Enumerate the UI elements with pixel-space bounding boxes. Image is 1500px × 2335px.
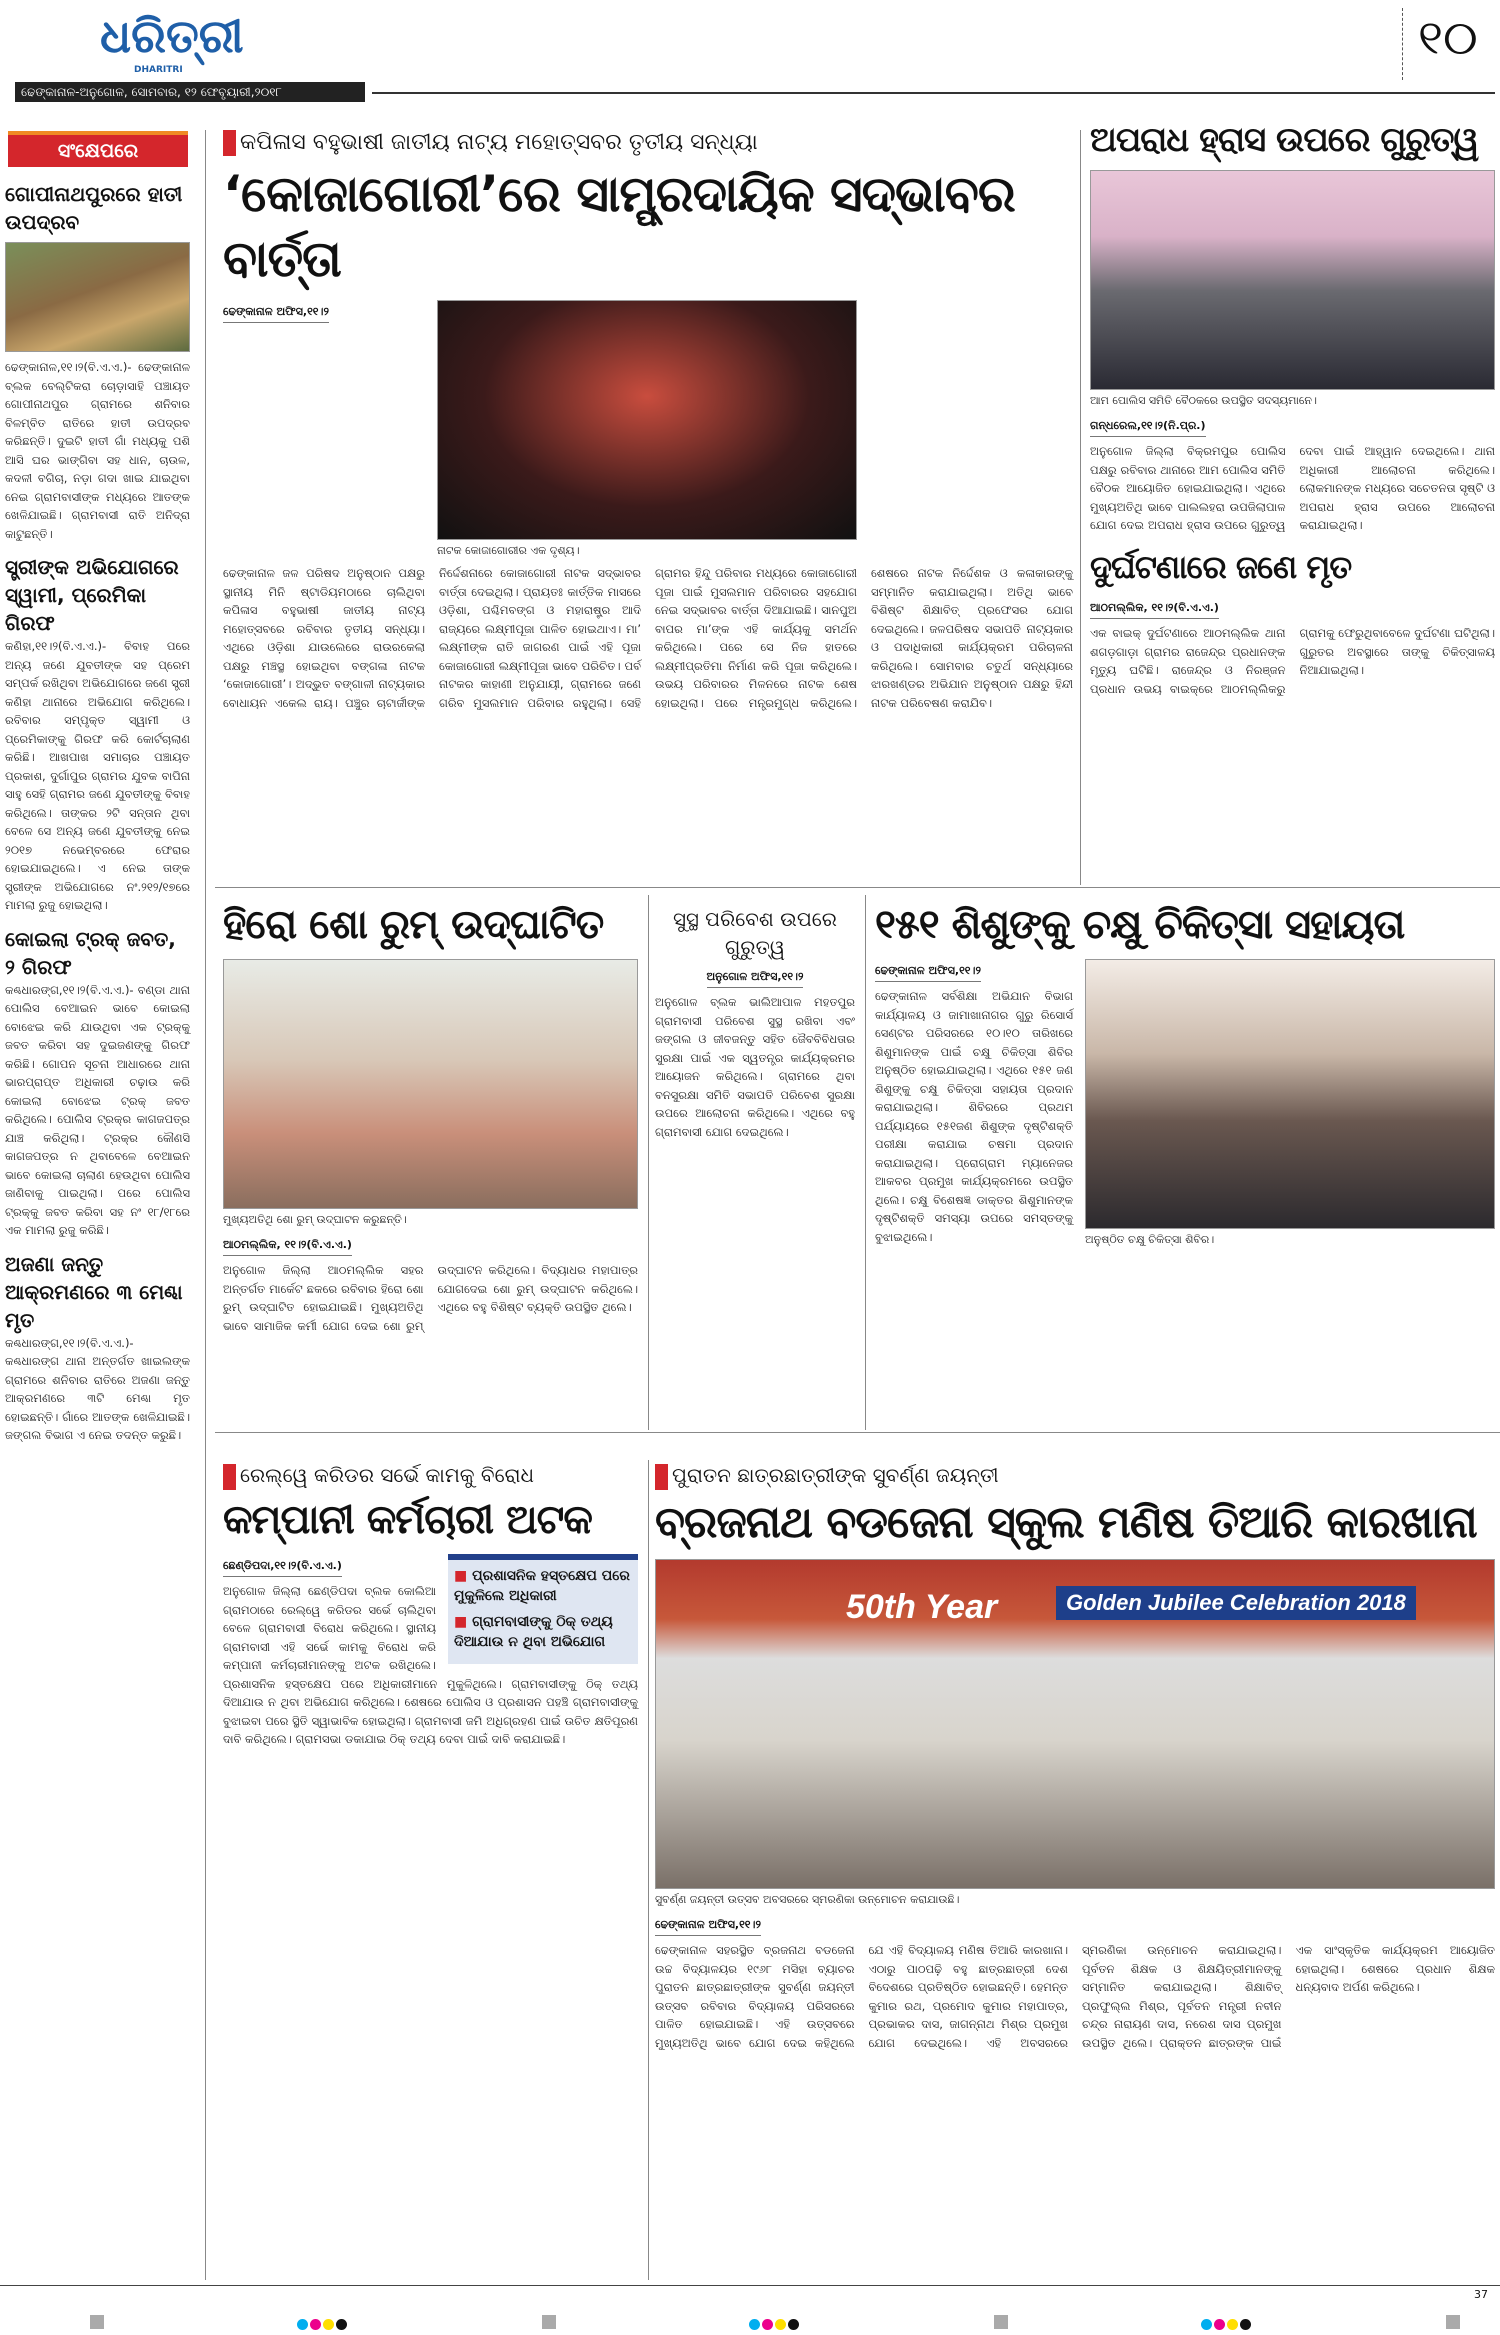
kojagori-story [223,128,1073,712]
brief-body: କଣ୍ଢଧାରଙ୍ଗ,୧୧।୨(ବି.ଏ.ଏ.)- ବଣ୍ଡା ଥାନା ପୋଲିସ ବେଆଇନ ଭାବେ କୋଇଲା ବୋଝେଇ କରି ଯାଉଥିବା ଏକ ଟ୍ରକ୍‌କୁ ଜବତ କରିବା ସହ ଦୁଇଜଣଙ୍କୁ ଗିରଫ କରିଛି। ଗୋପନ ସୂଚନା ଆଧାରରେ ଥାନା ଭାରପ୍ରାପ୍ତ ଅଧିକାରୀ ଚଢ଼ାଉ କରି କୋଇଲା ବୋଝେଇ ଟ୍ରକ୍ ଜବତ କରିଥିଲେ। ପୋଲିସ ଟ୍ରକ୍‌ର କାଗଜପତ୍ର ଯାଞ୍ଚ କରିଥିଲା। ଟ୍ରକ୍‌ର କୌଣସି କାଗଜପତ୍ର ନ ଥିବାବେଳେ ବେଆଇନ ଭାବେ କୋଇଲା ଚାଲାଣ ହେଉଥିବା ପୋଲିସ ଜାଣିବାକୁ ପାଇଥିଲା। ପରେ ପୋଲିସ ଟ୍ରକ୍‌କୁ ଜବତ କରିବା ସହ ନଂ ୧୮/୧୮ରେ ଏକ ମାମଲା ରୁଜୁ କରିଛି। [5,982,190,1237]
brief-headline: ଅଜଣା ଜନ୍ତୁ ଆକ୍ରମଣରେ ୩ ମେଣ୍ଢା ମୃତ [5,1251,183,1332]
gray-mark [1446,2315,1460,2329]
color-dots [297,2315,349,2334]
banner-year: 50th Year [846,1588,998,1627]
footer-rule [0,2285,1500,2286]
logo-english: DHARITRI [134,65,183,75]
brief-body: କଣ୍ଢଧାରଙ୍ଗ,୧୧।୨(ବି.ଏ.ଏ.)- କଣ୍ଢଧାରଙ୍ଗ ଥାନା ଅନ୍ତର୍ଗତ ଖାଇଲଙ୍କ ଗ୍ରାମରେ ଶନିବାର ରାତିରେ ଅଜଣା ଜନ୍ତୁ ଆକ୍ରମଣରେ ୩ଟି ମେଣ୍ଢା ମୃତ ହୋଇଛନ୍ତି। ଗାଁରେ ଆତଙ୍କ ଖେଳିଯାଇଛି। ଜଙ୍ଗଲ ବିଭାଗ ଏ ନେଇ ତଦନ୍ତ କରୁଛି। [5,1335,190,1442]
crime-story [1090,118,1495,698]
clean-story [655,905,855,1141]
brief-headline: ସ୍ତ୍ରୀଙ୍କ ଅଭିଯୋଗରେ ସ୍ୱାମୀ, ପ୍ରେମିକା ଗିରଫ [5,555,179,635]
accident-body: ଏକ ବାଇକ୍ ଦୁର୍ଘଟଣାରେ ଆଠମଲ୍ଲିକ ଥାନା ଶଗଡ଼ଗାଡ଼ା ଗ୍ରାମର ରାଜେନ୍ଦ୍ର ପ୍ରଧାନଙ୍କ ମୃତ୍ୟୁ ଘଟିଛି। ରାଜେନ୍ଦ୍ର ଓ ନିରଞ୍ଜନ ପ୍ରଧାନ ଉଭୟ ବାଇକ୍‌ରେ ଆଠମଲ୍ଲିକରୁ ଗ୍ରାମକୁ ଫେରୁଥିବାବେଳେ ଦୁର୍ଘଟଣା ଘଟିଥିଲା। ଗୁରୁତର ଅବସ୍ଥାରେ ତାଙ୍କୁ ଚିକିତ୍ସାଳୟ ନିଆଯାଇଥିଲା। [1090,626,1495,696]
masthead-rule [372,92,1495,94]
kojagori-lead [223,300,423,328]
company-kicker: ରେଲ୍‌ୱେ କରିଡର ସର୍ଭେ କାମକୁ ବିରୋଧ [223,1460,638,1490]
column-divider [865,895,866,1430]
company-body: ଅନୁଗୋଳ ଜିଲ୍ଲା ଛେଣ୍ଡିପଦା ବ୍ଲକ କୋଲିଆ ଗ୍ରାମଠାରେ ରେଲ୍‌ୱେ କରିଡର ସର୍ଭେ ଚାଲିଥିବା ବେଳେ ଗ୍ରାମବାସୀ ବିରୋଧ କରିଥିଲେ। ସ୍ଥାନୀୟ ଗ୍ରାମବାସୀ ଏହି ସର୍ଭେ କାମକୁ ବିରୋଧ କରି କମ୍ପାନୀ କର୍ମଚାରୀମାନଙ୍କୁ ଅଟକ ରଖିଥିଲେ। ପ୍ରଶାସନିକ ହସ୍ତକ୍ଷେପ ପରେ ଅଧିକାରୀମାନେ ମୁକୁଳିଥିଲେ। ଗ୍ରାମବାସୀଙ୍କୁ ଠିକ୍ ତଥ୍ୟ ଦିଆଯାଉ ନ ଥିବା ଅଭିଯୋଗ କରିଥିଲେ। ଶେଷରେ ପୋଲିସ ଓ ପ୍ରଶାସନ ପହଞ୍ଚି ଗ୍ରାମବାସୀଙ୍କୁ ବୁଝାଇବା ପରେ ସ୍ଥିତି ସ୍ୱାଭାବିକ ହୋଇଥିଲା। ଗ୍ରାମବାସୀ ଜମି ଅଧିଗ୍ରହଣ ପାଇଁ ଉଚିତ କ୍ଷତିପୂରଣ ଦାବି କରିଥିଲେ। ଗ୍ରାମସଭା ଡକାଯାଇ ଠିକ୍ ତଥ୍ୟ ଦେବା ପାଇଁ ଦାବି କରାଯାଇଛି। [223,1584,638,1746]
jubilee-caption: ସୁବର୍ଣ୍ଣ ଜୟନ୍ତୀ ଉତ୍ସବ ଅବସରରେ ସ୍ମରଣିକା ଉନ୍ମୋଚନ କରାଯାଉଛି। [655,1893,960,1907]
column-divider [648,1460,649,2280]
page-number: ୧୦ [1418,10,1478,66]
company-story [223,1460,638,1749]
print-registration-marks [90,2315,1460,2334]
jubilee-photo [655,1559,1495,1889]
eye-headline: ୧୫୧ ଶିଶୁଙ୍କୁ ଚକ୍ଷୁ ଚିକିତ୍ସା ସହାୟତା [875,902,1405,948]
folio: 37 [1474,2288,1488,2301]
kojagori-photo [437,300,857,540]
brief-headline: ଗୋପୀନାଥପୁରରେ ହାତୀ ଉପଦ୍ରବ [5,182,183,234]
clean-headline: ସୁସ୍ଥ ପରିବେଶ ଉପରେ ଗୁରୁତ୍ୱ [673,907,837,959]
accident-headline: ଦୁର୍ଘଟଣାରେ ଜଣେ ମୃତ [1090,547,1352,586]
eye-camp-photo [1085,959,1495,1229]
brief-photo-elephant-hut [5,242,190,352]
row-divider [215,1432,1500,1433]
row-divider [215,887,1500,888]
accident-dateline: ଆଠମଲ୍ଲିକ, ୧୧।୨(ବି.ଏ.ଏ.) [1090,601,1219,619]
masthead-logo [100,8,270,76]
kojagori-body: ଢେଙ୍କାନାଳ ଜଳ ପରିଷଦ ଅନୁଷ୍ଠାନ ପକ୍ଷରୁ ସ୍ଥାନୀୟ ମିନି ଷ୍ଟାଡିୟମଠାରେ ଚାଲିଥିବା କପିଳାସ ବହୁଭାଷୀ ଜାତୀୟ ନାଟ୍ୟ ମହୋତ୍ସବରେ ରବିବାର ତୃତୀୟ ସନ୍ଧ୍ୟା। ଏଥିରେ ଓଡ଼ିଶା ଯାଉଲେରେ ରାଉରକେଲା ପକ୍ଷରୁ ମଞ୍ଚସ୍ଥ ହୋଇଥିବା ବଙ୍ଗଳା ନାଟକ ‘କୋଜାଗୋରୀ’। ଅଦ୍ଭୁତ ବଙ୍ଗାଳୀ ନାଟ୍ୟକାର ବୋଧାୟନ ଏକେଲ ରାୟ। ପଞ୍ଚୁର ଚାଟାର୍ଜୀଙ୍କ ନିର୍ଦ୍ଦେଶନାରେ କୋଜାଗୋରୀ ନାଟକ ସଦ୍‌ଭାବର ବାର୍ତ୍ତା ଦେଇଥିଲା। ପ୍ରାୟତଃ କାର୍ତ୍ତିକ ମାସରେ ଓଡ଼ିଶା, ପଶ୍ଚିମବଙ୍ଗ ଓ ମହାରାଷ୍ଟ୍ର ଆଦି ରାଜ୍ୟରେ ଲକ୍ଷ୍ମୀପୂଜା ପାଳିତ ହୋଇଥାଏ। ମା’ ଲକ୍ଷ୍ମୀଙ୍କ ରାତି ଜାଗରଣ ପାଇଁ ଏହି ପୂଜା କୋଜାଗୋରୀ ଲକ୍ଷ୍ମୀପୂଜା ଭାବେ ପରିଚିତ। ପର୍ବ ନାଟକର କାହାଣୀ ଅନୁଯାୟୀ, ଗ୍ରାମରେ ଜଣେ ଗରିବ ମୁସଲମାନ ପରିବାର ରହୁଥିଲା। ସେହି ଗ୍ରାମର ହିନ୍ଦୁ ପରିବାର ମଧ୍ୟରେ କୋଜାଗୋରୀ ପୂଜା ପାଇଁ ମୁସଲମାନ ପରିବାରର ସହଯୋଗ ନେଇ ସଦ୍‌ଭାବର ବାର୍ତ୍ତା ଦିଆଯାଇଛି। ସାନପୁଅ ବାପର ମା’ଙ୍କ ଏହି କାର୍ଯ୍ୟକୁ ସମର୍ଥନ କରିଥିଲେ। ପରେ ସେ ନିଜ ହାତରେ ଲକ୍ଷ୍ମୀପ୍ରତିମା ନିର୍ମାଣ କରି ପୂଜା କରିଥିଲେ। ଉଭୟ ପରିବାରର ମିଳନରେ ନାଟକ ଶେଷ ହୋଇଥିଲା। ପରେ ମନ୍ତ୍ରମୁଗ୍ଧ କରିଥିଲେ। ଶେଷରେ ନାଟକ ନିର୍ଦ୍ଦେଶକ ଓ କଳାକାରଙ୍କୁ ସମ୍ମାନିତ କରାଯାଇଥିଲା। ଅତିଥି ଭାବେ ବିଶିଷ୍ଟ ଶିକ୍ଷାବିତ୍ ପ୍ରଫେସର ଯୋଗ ଦେଇଥିଲେ। ଜଳପରିଷଦ ସଭାପତି ନାଟ୍ୟକାର ଓ ପଦାଧିକାରୀ କାର୍ଯ୍ୟକ୍ରମ ପରିଚାଳନା କରିଥିଲେ। ସୋମବାର ଚତୁର୍ଥ ସନ୍ଧ୍ୟାରେ ଝାରଖଣ୍ଡର ଅଭିଯାନ ଅନୁଷ୍ଠାନ ପକ୍ଷରୁ ହିନ୍ଦୀ ନାଟକ ପରିବେଷଣ କରାଯିବ। [223,566,1073,710]
eye-text-col [875,959,1073,1246]
jubilee-dateline: ଢେଙ୍କାନାଳ ଅଫିସ,୧୧।୨ [655,1918,761,1936]
jubilee-body: ଢେଙ୍କାନାଳ ସହରସ୍ଥିତ ବ୍ରଜନାଥ ବଡଜେନା ଉଚ୍ଚ ବିଦ୍ୟାଳୟର ୧୯୬୮ ମସିହା ବ୍ୟାଚର ପୁରାତନ ଛାତ୍ରଛାତ୍ରୀଙ୍କ ସୁବର୍ଣ୍ଣ ଜୟନ୍ତୀ ଉତ୍ସବ ରବିବାର ବିଦ୍ୟାଳୟ ପରିସରରେ ପାଳିତ ହୋଇଯାଇଛି। ଏହି ଉତ୍ସବରେ ମୁଖ୍ୟଅତିଥି ଭାବେ ଯୋଗ ଦେଇ କହିଥିଲେ ଯେ ଏହି ବିଦ୍ୟାଳୟ ମଣିଷ ତିଆରି କାରଖାନା। ଏଠାରୁ ପାଠପଢ଼ି ବହୁ ଛାତ୍ରଛାତ୍ରୀ ଦେଶ ବିଦେଶରେ ପ୍ରତିଷ୍ଠିତ ହୋଇଛନ୍ତି। ହେମନ୍ତ କୁମାର ରଥ, ପ୍ରମୋଦ କୁମାର ମହାପାତ୍ର, ପ୍ରଭାକର ଦାସ, ଜାଗନ୍ନାଥ ମିଶ୍ର ପ୍ରମୁଖ ଯୋଗ ଦେଇଥିଲେ। ଏହି ଅବସରରେ ସ୍ମରଣିକା ଉନ୍ମୋଚନ କରାଯାଇଥିଲା। ପୂର୍ବତନ ଶିକ୍ଷକ ଓ ଶିକ୍ଷୟିତ୍ରୀମାନଙ୍କୁ ସମ୍ମାନିତ କରାଯାଇଥିଲା। ଶିକ୍ଷାବିତ୍ ପ୍ରଫୁଲ୍ଲ ମିଶ୍ର, ପୂର୍ବତନ ମନ୍ତ୍ରୀ ନବୀନ ଚନ୍ଦ୍ର ନାରାୟଣ ଦାସ, ନରେଶ ଦାସ ପ୍ରମୁଖ ଉପସ୍ଥିତ ଥିଲେ। ପ୍ରାକ୍ତନ ଛାତ୍ରଙ୍କ ପାଇଁ ଏକ ସାଂସ୍କୃତିକ କାର୍ଯ୍ୟକ୍ରମ ଆୟୋଜିତ ହୋଇଥିଲା। ଶେଷରେ ପ୍ରଧାନ ଶିକ୍ଷକ ଧନ୍ୟବାଦ ଅର୍ପଣ କରିଥିଲେ। [655,1943,1495,2050]
jubilee-story [655,1460,1495,2052]
color-dots [1201,2315,1253,2334]
hero-headline: ହିରୋ ଶୋ ରୁମ୍ ଉଦ୍‌ଘାଟିତ [223,902,604,948]
kojagori-caption: ନାଟକ କୋଜାଗୋରୀର ଏକ ଦୃଶ୍ୟ। [437,544,580,557]
kojagori-media-row [223,300,1073,564]
gray-mark [994,2315,1008,2329]
brief-headline: କୋଇଲା ଟ୍ରକ୍ ଜବତ, ୨ ଗିରଫ [5,926,176,979]
jubilee-headline: ବ୍ରଜନାଥ ବଡଜେନା ସ୍କୁଲ ମଣିଷ ତିଆରି କାରଖାନା [655,1497,1477,1548]
crime-meeting-photo [1090,170,1495,390]
eye-story [875,895,1495,1253]
briefs-column [5,180,190,1445]
page-number-divider [1402,8,1403,80]
hero-story [223,895,638,1335]
hero-photo [223,959,638,1209]
brief-body: ଢେଙ୍କାନାଳ,୧୧।୨(ବି.ଏ.ଏ.)- ଢେଙ୍କାନାଳ ବ୍ଲକ ବେଲ୍‌ଟିକରା ଚୋଡ଼ାସାହି ପଞ୍ଚାୟତ ଗୋପୀନାଥପୁର ଗ୍ରାମରେ ଶନିବାର ବିଳମ୍ବିତ ରାତିରେ ହାତୀ ଉପଦ୍ରବ କରିଛନ୍ତି। ଦୁଇଟି ହାତୀ ଗାଁ ମଧ୍ୟକୁ ପଶି ଆସି ଘର ଭାଙ୍ଗିବା ସହ ଧାନ, ଚାଉଳ, କଦଳୀ ବଗିଚା, ନଡ଼ା ଗଦା ଖାଇ ଯାଇଥିବା ନେଇ ଗ୍ରାମବାସୀଙ୍କ ମଧ୍ୟରେ ଆତଙ୍କ ଖେଳିଯାଇଛି। ଗ୍ରାମବାସୀ ରାତି ଅନିଦ୍ରା କାଟୁଛନ୍ତି। [5,360,190,541]
banner-title: Golden Jubilee Celebration 2018 [1056,1586,1416,1620]
column-divider [1080,130,1081,885]
highlight-item: ■ ପ୍ରଶାସନିକ ହସ୍ତକ୍ଷେପ ପରେ ମୁକୁଳିଲେ ଅଧିକାରୀ [454,1566,632,1606]
kojagori-headline: ‘କୋଜାଗୋରୀ’ରେ ସାମ୍ପ୍ରଦାୟିକ ସଦ୍‌ଭାବର ବାର୍ତ୍ତା [223,165,1015,288]
eye-row [875,959,1495,1253]
company-highlight-box [448,1554,638,1664]
hero-caption: ମୁଖ୍ୟଅତିଥି ଶୋ ରୁମ୍ ଉଦ୍‌ଘାଟନ କରୁଛନ୍ତି। [223,1213,407,1226]
hero-body: ଅନୁଗୋଳ ଜିଲ୍ଲା ଆଠମଲ୍ଲିକ ସହର ଅନ୍ତର୍ଗତ ମାର୍କେଟ ଛକରେ ରବିବାର ହିରୋ ଶୋ ରୁମ୍ ଉଦ୍‌ଘାଟିତ ହୋଇଯାଇଛି। ମୁଖ୍ୟଅତିଥି ଭାବେ ସାମାଜିକ କର୍ମୀ ଯୋଗ ଦେଇ ଶୋ ରୁମ୍ ଉଦ୍‌ଘାଟନ କରିଥିଲେ। ବିଦ୍ୟାଧର ମହାପାତ୍ର ଯୋଗଦେଇ ଶୋ ରୁମ୍ ଉଦ୍‌ଘାଟନ କରିଥିଲେ। ଏଥିରେ ବହୁ ବିଶିଷ୍ଟ ବ୍ୟକ୍ତି ଉପସ୍ଥିତ ଥିଲେ। [223,1263,638,1333]
brief-body: କଣିହା,୧୧।୨(ବି.ଏ.ଏ.)- ବିବାହ ପରେ ଅନ୍ୟ ଜଣେ ଯୁବତୀଙ୍କ ସହ ପ୍ରେମ ସମ୍ପର୍କ ରଖିଥିବା ଅଭିଯୋଗରେ ଜଣେ ସ୍ତ୍ରୀ କଣିହା ଥାନାରେ ଅଭିଯୋଗ କରିଥିଲେ। ରବିବାର ସମ୍ପୃକ୍ତ ସ୍ୱାମୀ ଓ ପ୍ରେମିକାଙ୍କୁ ଗିରଫ କରି କୋର୍ଟଚାଲାଣ କରିଛି। ଆଖପାଖ ସମାଚାର ପଞ୍ଚାୟତ ପ୍ରକାଶ, ଦୁର୍ଗାପୁର ଗ୍ରାମର ଯୁବକ ବାପିନା ସାହୁ ସେହି ଗ୍ରାମର ଜଣେ ଯୁବତୀଙ୍କୁ ବିବାହ କରିଥିଲେ। ତାଙ୍କର ୨ଟି ସନ୍ତାନ ଥିବା ବେଳେ ସେ ଅନ୍ୟ ଜଣେ ଯୁବତୀଙ୍କୁ ନେଇ ୨୦୧୭ ନଭେମ୍ବରରେ ଫେରାର ହୋଇଯାଇଥିଲେ। ଏ ନେଇ ତାଙ୍କ ସ୍ତ୍ରୀଙ୍କ ଅଭିଯୋଗରେ ନଂ.୨୧୨/୧୭ରେ ମାମଲା ରୁଜୁ ହୋଇଥିଲା। [5,639,190,912]
crime-body: ଅନୁଗୋଳ ଜିଲ୍ଲା ବିକ୍ରମପୁର ପୋଲିସ ପକ୍ଷରୁ ରବିବାର ଥାନାରେ ଆମ ପୋଲିସ ସମିତି ବୈଠକ ଆୟୋଜିତ ହୋଇଯାଇଥିଲା। ଏଥିରେ ମୁଖ୍ୟଅତିଥି ଭାବେ ପାଲଲହରା ଉପଜିଲାପାଳ ଯୋଗ ଦେଇ ଅପରାଧ ହ୍ରାସ ଉପରେ ଗୁରୁତ୍ୱ ଦେବା ପାଇଁ ଆହ୍ୱାନ ଦେଇଥିଲେ। ଥାନା ଅଧିକାରୀ ଆଲୋଚନା କରିଥିଲେ। ଲୋକମାନଙ୍କ ମଧ୍ୟରେ ସଚେତନତା ସୃଷ୍ଟି ଓ ଅପରାଧ ହ୍ରାସ ଉପରେ ଆଲୋଚନା କରାଯାଇଥିଲା। [1090,444,1495,533]
column-divider [205,130,206,2280]
logo-text: ଧରିତ୍ରୀ [100,9,244,63]
dateline-bar: ଢେଙ୍କାନାଳ-ଅନୁଗୋଳ, ସୋମବାର, ୧୨ ଫେବୃୟାରୀ,୨୦୧୮ [15,82,365,102]
crime-headline: ଅପରାଧ ହ୍ରାସ ଉପରେ ଗୁରୁତ୍ୱ [1090,120,1479,160]
company-headline: କମ୍ପାନୀ କର୍ମଚାରୀ ଅଟକ [223,1497,592,1543]
kojagori-photo-block [437,300,857,564]
crime-caption: ଆମ ପୋଲିସ ସମିତି ବୈଠକରେ ଉପସ୍ଥିତ ସଦସ୍ୟମାନେ। [1090,394,1317,408]
clean-dateline: ଅନୁଗୋଳ ଅଫିସ,୧୧।୨ [707,970,804,988]
column-divider [648,895,649,1430]
eye-dateline: ଢେଙ୍କାନାଳ ଅଫିସ,୧୧।୨ [875,964,981,982]
jubilee-kicker: ପୁରାତନ ଛାତ୍ରଛାତ୍ରୀଙ୍କ ସୁବର୍ଣ୍ଣ ଜୟନ୍ତୀ [655,1460,1495,1490]
hero-dateline: ଆଠମଲ୍ଲିକ, ୧୧।୨(ବି.ଏ.ଏ.) [223,1238,352,1256]
eye-body: ଢେଙ୍କାନାଳ ସର୍ବଶିକ୍ଷା ଅଭିଯାନ ବିଭାଗ କାର୍ଯ୍ୟାଳୟ ଓ ଜାମାଖାନାଗର ଗୁରୁ ରିସୋର୍ସ ସେଣ୍ଟର ପରିସରରେ ୧୦।୧୦ ତାରିଖରେ ଶିଶୁମାନଙ୍କ ପାଇଁ ଚକ୍ଷୁ ଚିକିତ୍ସା ଶିବିର ଅନୁଷ୍ଠିତ ହୋଇଯାଇଥିଲା। ଏଥିରେ ୧୫୧ ଜଣ ଶିଶୁଙ୍କୁ ଚକ୍ଷୁ ଚିକିତ୍ସା ସହାୟତା ପ୍ରଦାନ କରାଯାଇଥିଲା। ଶିବିରରେ ପ୍ରଥମ ପର୍ଯ୍ୟାୟରେ ୧୫୧ଜଣ ଶିଶୁଙ୍କ ଦୃଷ୍ଟିଶକ୍ତି ପରୀକ୍ଷା କରାଯାଇ ଚଷମା ପ୍ରଦାନ କରାଯାଇଥିଲା। ପ୍ରୋଗ୍ରାମ ମ୍ୟାନେଜର ଆକବର ପ୍ରମୁଖ କାର୍ଯ୍ୟକ୍ରମରେ ଉପସ୍ଥିତ ଥିଲେ। ଚକ୍ଷୁ ବିଶେଷଜ୍ଞ ଡାକ୍ତର ଶିଶୁମାନଙ୍କ ଦୃଷ୍ଟିଶକ୍ତି ସମସ୍ୟା ଉପରେ ସମସ୍ତଙ୍କୁ ବୁଝାଇଥିଲେ। [875,989,1073,1244]
kojagori-dateline: ଢେଙ୍କାନାଳ ଅଫିସ,୧୧।୨ [223,305,329,323]
gray-mark [90,2315,104,2329]
gray-mark [542,2315,556,2329]
eye-photo-block [1085,959,1495,1253]
crime-dateline: ଗନ୍ଧରେଲ,୧୧।୨(ନି.ପ୍ର.) [1090,419,1206,437]
briefs-tag: ସଂକ୍ଷେପରେ [8,131,188,167]
company-dateline: ଛେଣ୍ଡିପଦା,୧୧।୨(ବି.ଏ.ଏ.) [223,1559,342,1577]
color-dots [749,2315,801,2334]
kojagori-kicker: କପିଳାସ ବହୁଭାଷୀ ଜାତୀୟ ନାଟ୍ୟ ମହୋତ୍ସବର ତୃତୀୟ ସନ୍ଧ୍ୟା [223,128,1073,158]
eye-caption: ଅନୁଷ୍ଠିତ ଚକ୍ଷୁ ଚିକିତ୍ସା ଶିବିର। [1085,1233,1215,1246]
highlight-item: ■ ଗ୍ରାମବାସୀଙ୍କୁ ଠିକ୍ ତଥ୍ୟ ଦିଆଯାଉ ନ ଥିବା ଅଭିଯୋଗ [454,1612,632,1652]
clean-body: ଅନୁଗୋଳ ବ୍ଲକ ଭାଲିଆପାଳ ମହତପୁର ଗ୍ରାମବାସୀ ପରିବେଶ ସୁସ୍ଥ ରଖିବା ଏବଂ ଜଙ୍ଗଲ ଓ ଜୀବଜନ୍ତୁ ସହିତ ଜୈବବିବିଧତାର ସୁରକ୍ଷା ପାଇଁ ଏକ ସ୍ୱତନ୍ତ୍ର କାର୍ଯ୍ୟକ୍ରମର ଆୟୋଜନ କରିଥିଲେ। ଗ୍ରାମରେ ଥିବା ବନସୁରକ୍ଷା ସମିତି ସଭାପତି ପରିବେଶ ସୁରକ୍ଷା ଉପରେ ଆଲୋଚନା କରିଥିଲେ। ଏଥିରେ ବହୁ ଗ୍ରାମବାସୀ ଯୋଗ ଦେଇଥିଲେ। [655,995,855,1139]
